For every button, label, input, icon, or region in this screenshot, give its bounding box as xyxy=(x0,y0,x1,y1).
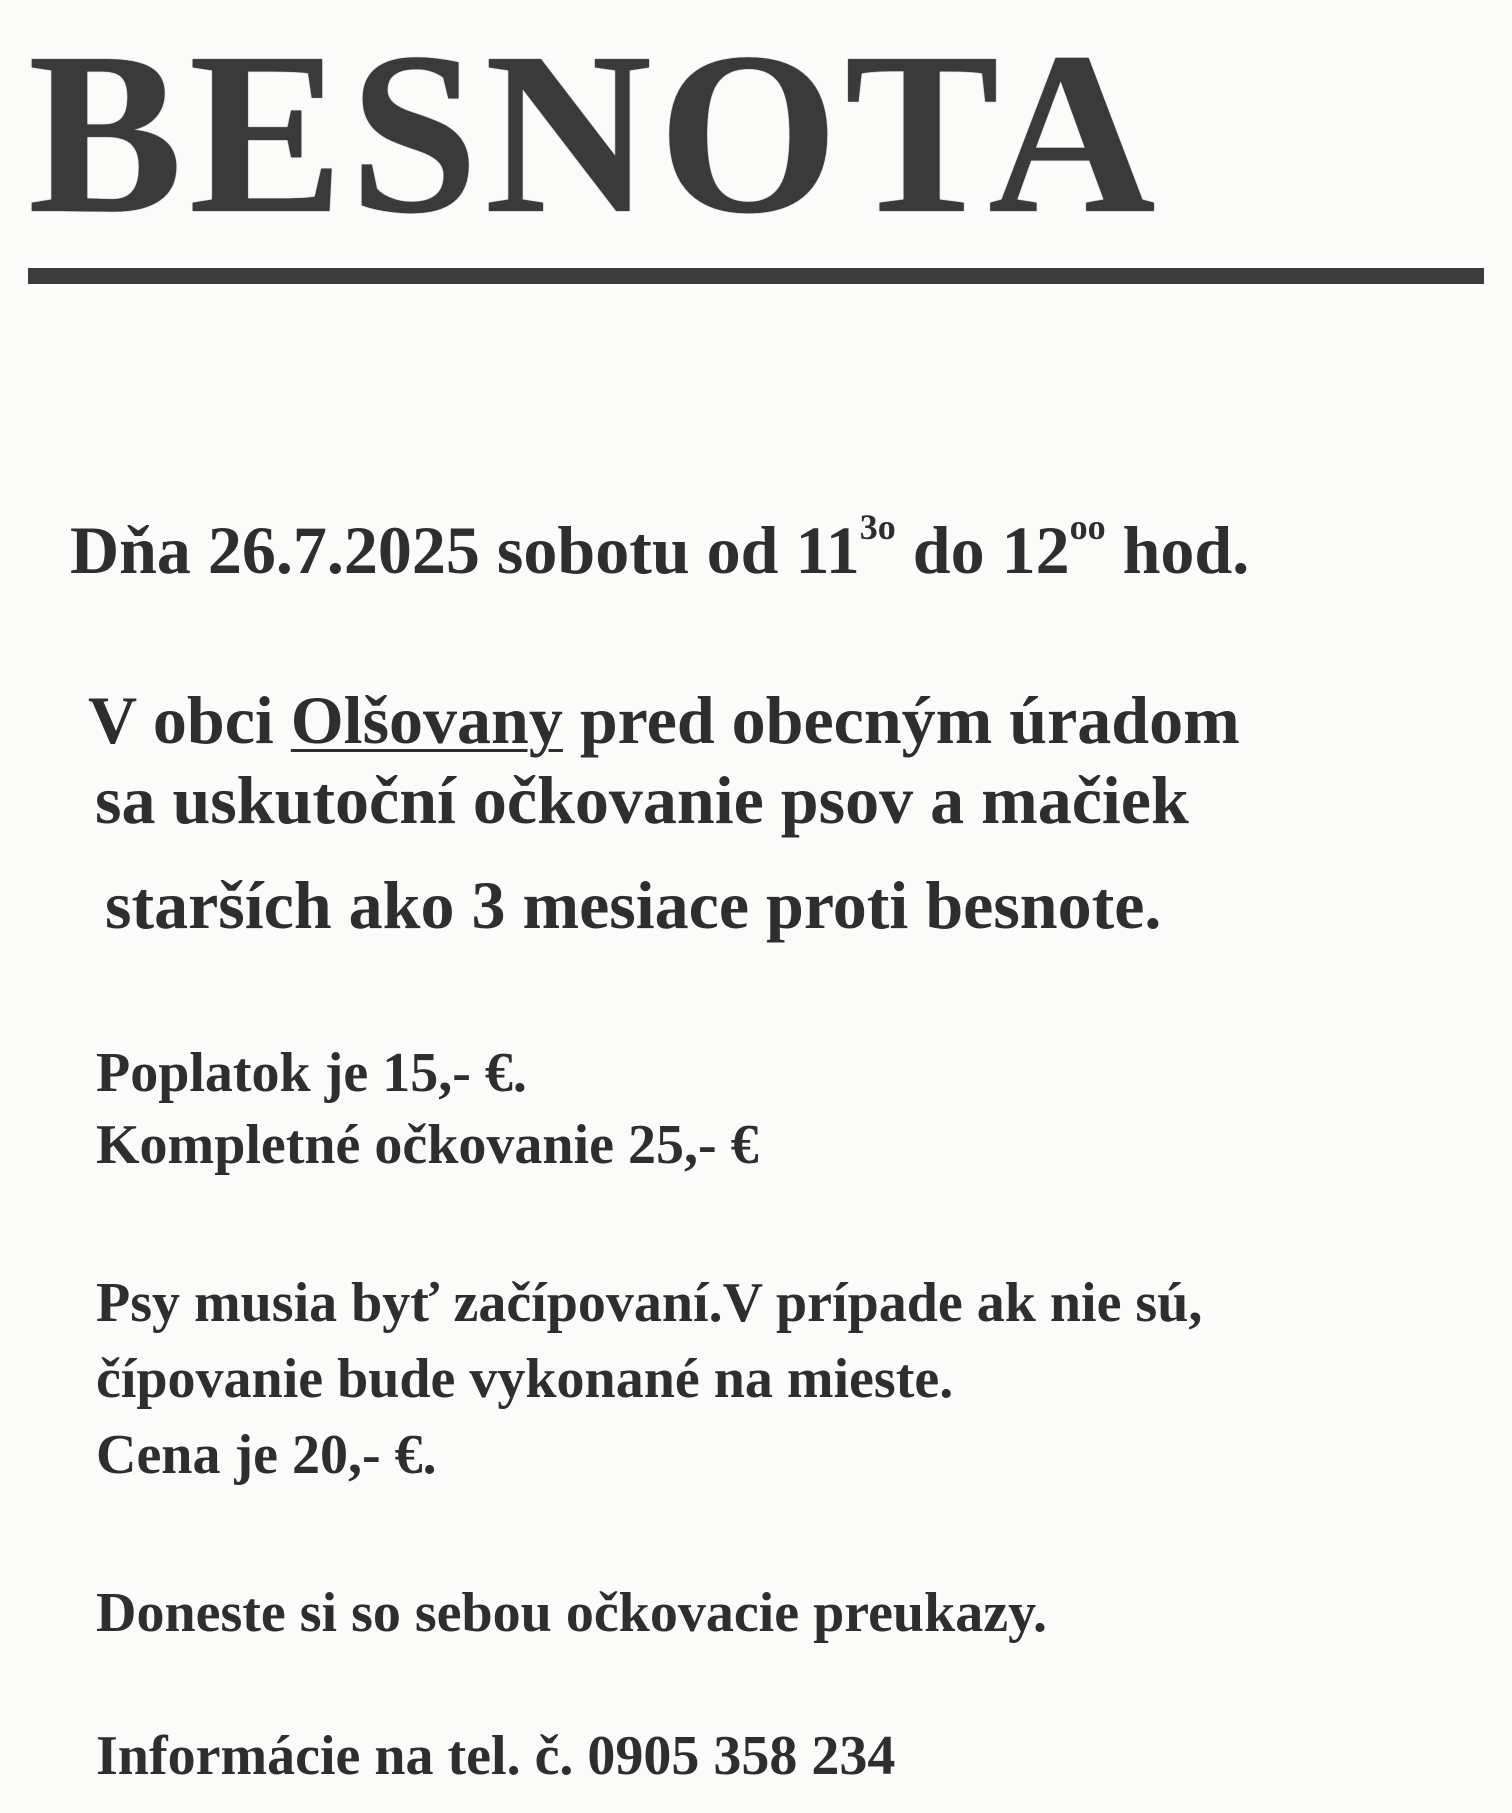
date-prefix: Dňa 26.7.2025 sobotu od 11 xyxy=(70,512,860,588)
date-line xyxy=(70,507,1250,590)
paragraph1-line2: sa uskutoční očkovanie psov a mačiek xyxy=(95,762,1189,838)
fee-line2: Kompletné očkovanie 25,- € xyxy=(96,1114,759,1176)
paragraph1-line1 xyxy=(88,680,1240,760)
title-rule xyxy=(28,268,1484,284)
line1-prefix: V obci xyxy=(88,682,291,758)
info-line: Informácie na tel. č. 0905 358 234 xyxy=(96,1725,896,1787)
village-name: Olšovany xyxy=(290,682,563,758)
start-minutes: 3o xyxy=(859,507,896,547)
line1-suffix: pred obecným úradom xyxy=(562,682,1240,758)
chipping-line3: Cena je 20,- €. xyxy=(96,1424,437,1486)
end-minutes: oo xyxy=(1069,507,1106,547)
chipping-line1: Psy musia byť začípovaní.V prípade ak nie sú, xyxy=(96,1272,1203,1334)
date-middle: do 12 xyxy=(895,512,1070,588)
date-suffix: hod. xyxy=(1105,512,1250,588)
bring-line: Doneste si so sebou očkovacie preukazy. xyxy=(96,1582,1047,1644)
chipping-line2: čípovanie bude vykonané na mieste. xyxy=(96,1348,954,1410)
paragraph1-line3: starších ako 3 mesiace proti besnote. xyxy=(105,867,1162,943)
notice-title: BESNOTA xyxy=(28,5,1162,262)
fee-line1: Poplatok je 15,- €. xyxy=(96,1042,527,1104)
